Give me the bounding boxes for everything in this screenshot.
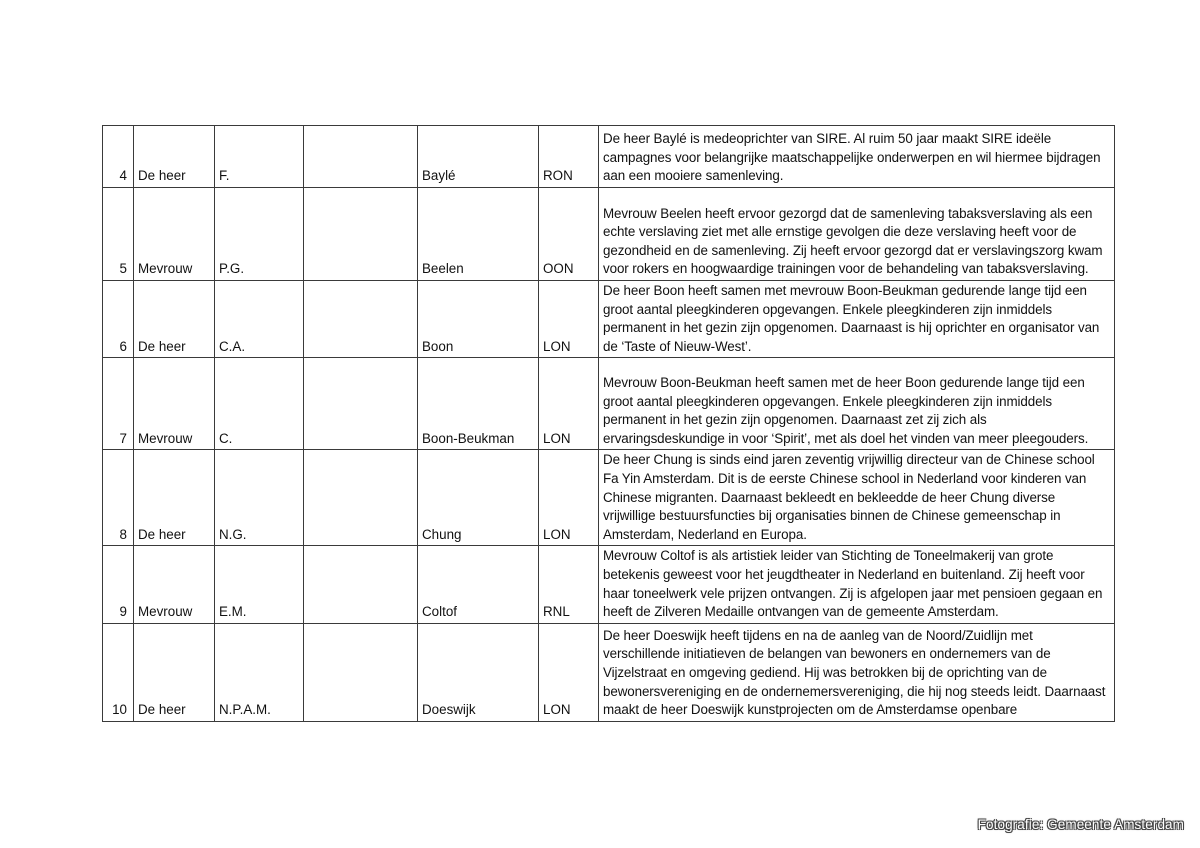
row-initials: P.G. (215, 188, 304, 281)
row-surname: Doeswijk (418, 623, 539, 721)
row-title: Mevrouw (134, 358, 215, 450)
row-infix (304, 546, 418, 623)
row-title: Mevrouw (134, 546, 215, 623)
row-decoration: RON (539, 126, 599, 188)
row-decoration: RNL (539, 546, 599, 623)
row-surname: Beelen (418, 188, 539, 281)
photo-credit: Fotografie: Gemeente Amsterdam (977, 817, 1184, 832)
row-surname: Baylé (418, 126, 539, 188)
row-infix (304, 281, 418, 358)
row-surname: Chung (418, 450, 539, 546)
row-description: Mevrouw Coltof is als artistiek leider van Stichting de Toneelmakerij van grote betekenis geweest voor het jeugdtheater in Nederland en buitenland. Zij heeft voor haar toneelwerk vele prijzen ontvangen. Zij is afgelopen jaar met pensioen gegaan en heeft de Zilveren Medaille ontvangen van de gemeente Amsterdam. (599, 546, 1115, 623)
table-row (103, 126, 1115, 188)
table-row (103, 281, 1115, 358)
row-infix (304, 450, 418, 546)
row-title: De heer (134, 281, 215, 358)
row-number: 4 (103, 126, 134, 188)
row-surname: Coltof (418, 546, 539, 623)
row-title: De heer (134, 623, 215, 721)
row-number: 10 (103, 623, 134, 721)
honorees-table (102, 125, 1115, 722)
row-initials: F. (215, 126, 304, 188)
row-initials: N.P.A.M. (215, 623, 304, 721)
table-row (103, 188, 1115, 281)
row-description: De heer Boon heeft samen met mevrouw Boon-Beukman gedurende lange tijd een groot aantal pleegkinderen opgevangen. Enkele pleegkinderen zijn inmiddels permanent in het gezin zijn opgenomen. Daarnaast is hij oprichter en organisator van de ‘Taste of Nieuw-West’. (599, 281, 1115, 358)
row-decoration: OON (539, 188, 599, 281)
row-initials: C. (215, 358, 304, 450)
row-number: 6 (103, 281, 134, 358)
row-surname: Boon (418, 281, 539, 358)
row-description: Mevrouw Beelen heeft ervoor gezorgd dat de samenleving tabaksverslaving als een echte verslaving ziet met alle ernstige gevolgen die deze verslaving heeft voor de gezondheid en de samenleving. Zij heeft ervoor gezorgd dat er verslavingszorg kwam voor rokers en hoogwaardige trainingen voor de behandeling van tabaksverslaving. (599, 188, 1115, 281)
row-initials: C.A. (215, 281, 304, 358)
row-infix (304, 188, 418, 281)
row-decoration: LON (539, 281, 599, 358)
row-title: De heer (134, 450, 215, 546)
row-surname: Boon-Beukman (418, 358, 539, 450)
table-row (103, 358, 1115, 450)
row-decoration: LON (539, 450, 599, 546)
row-infix (304, 623, 418, 721)
table-row (103, 546, 1115, 623)
row-decoration: LON (539, 358, 599, 450)
row-description: De heer Doeswijk heeft tijdens en na de aanleg van de Noord/Zuidlijn met verschillende initiatieven de belangen van bewoners en ondernemers van de Vijzelstraat en omgeving gediend. Hij was betrokken bij de oprichting van de bewonersvereniging en de ondernemersvereniging, die hij nog steeds leidt. Daarnaast maakt de heer Doeswijk kunstprojecten om de Amsterdamse openbare (599, 623, 1115, 721)
row-title: Mevrouw (134, 188, 215, 281)
row-initials: E.M. (215, 546, 304, 623)
row-number: 9 (103, 546, 134, 623)
row-decoration: LON (539, 623, 599, 721)
row-number: 8 (103, 450, 134, 546)
row-number: 7 (103, 358, 134, 450)
row-initials: N.G. (215, 450, 304, 546)
row-description: De heer Chung is sinds eind jaren zeventig vrijwillig directeur van de Chinese school Fa Yin Amsterdam. Dit is de eerste Chinese school in Nederland voor kinderen van Chinese migranten. Daarnaast bekleedt en bekleedde de heer Chung diverse vrijwillige bestuursfuncties bij organisaties binnen de Chinese gemeenschap in Amsterdam, Nederland en Europa. (599, 450, 1115, 546)
table-row (103, 450, 1115, 546)
table-row (103, 623, 1115, 721)
row-description: Mevrouw Boon-Beukman heeft samen met de heer Boon gedurende lange tijd een groot aantal pleegkinderen opgevangen. Enkele pleegkinderen zijn inmiddels permanent in het gezin zijn opgenomen. Daarnaast zet zij zich als ervaringsdeskundige in voor ‘Spirit’, met als doel het vinden van meer pleegouders. (599, 358, 1115, 450)
row-number: 5 (103, 188, 134, 281)
row-description: De heer Baylé is medeoprichter van SIRE. Al ruim 50 jaar maakt SIRE ideële campagnes voor belangrijke maatschappelijke onderwerpen en wil hiermee bijdragen aan een mooiere samenleving. (599, 126, 1115, 188)
row-infix (304, 126, 418, 188)
row-title: De heer (134, 126, 215, 188)
row-infix (304, 358, 418, 450)
